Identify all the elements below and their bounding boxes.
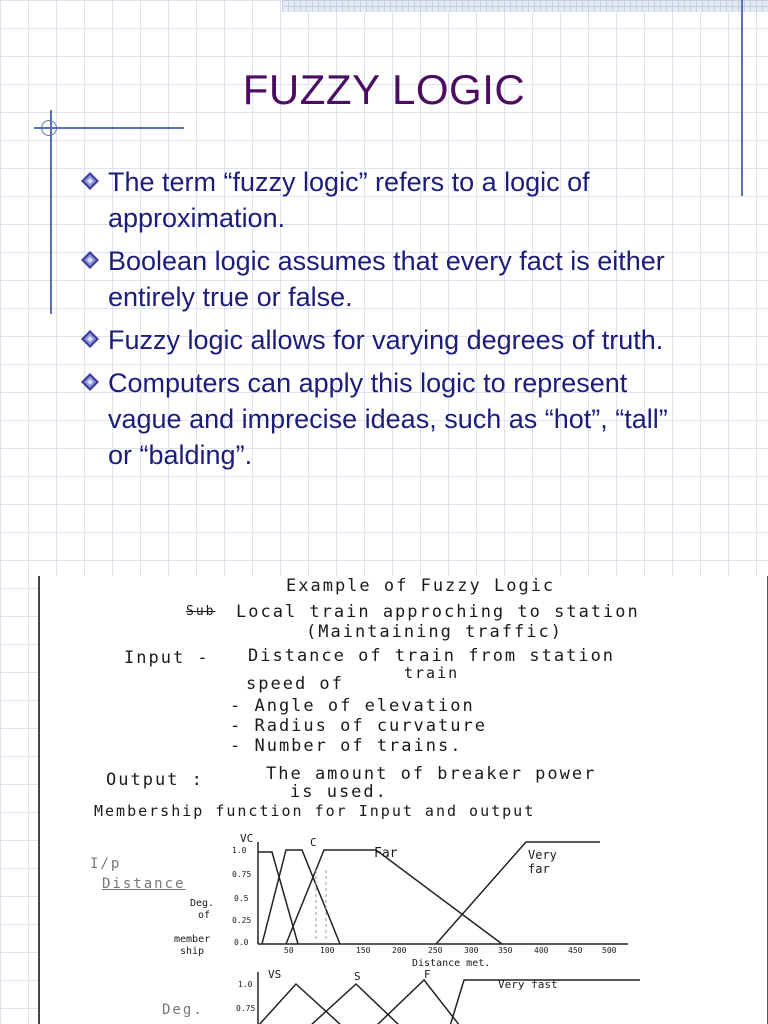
header-band xyxy=(282,0,768,12)
notes-struck-word: Sub xyxy=(186,604,216,619)
graph1-x-tick: 200 xyxy=(392,946,407,955)
graph1-membership-chart xyxy=(40,834,767,964)
graph1-y-tick: 1.0 xyxy=(232,846,247,855)
graph2-y-tick: 0.75 xyxy=(236,1004,256,1013)
graph2-set-label: S xyxy=(354,970,361,983)
decor-vertical-line-left xyxy=(50,110,52,314)
graph1-y-label: member xyxy=(174,934,211,945)
notes-output-text: The amount of breaker power xyxy=(266,764,597,784)
graph1-y-tick: 0.25 xyxy=(232,916,252,925)
notes-input-item: - Angle of elevation xyxy=(230,696,475,716)
notes-input-item: - Radius of curvature xyxy=(230,716,487,736)
graph1-x-tick: 150 xyxy=(356,946,371,955)
graph1-set-label: VC xyxy=(240,832,254,845)
bullet-text: Boolean logic assumes that every fact is either entirely true or false. xyxy=(108,246,665,312)
graph1-x-tick: 300 xyxy=(464,946,479,955)
diamond-bullet-icon xyxy=(80,250,100,270)
graph1-x-tick: 350 xyxy=(498,946,513,955)
graph1-set-label: Far xyxy=(374,846,398,861)
notes-input-line-1: Distance of train from station xyxy=(248,646,616,666)
notes-heading: Example of Fuzzy Logic xyxy=(286,576,556,596)
diamond-bullet-icon xyxy=(80,329,100,349)
graph1-y-tick: 0.5 xyxy=(234,894,249,903)
graph1-y-label: of xyxy=(198,910,211,921)
notes-membership: Membership function for Input and output xyxy=(94,802,536,820)
bullet-item xyxy=(78,164,698,236)
bullet-item xyxy=(78,322,698,358)
bullet-text: The term “fuzzy logic” refers to a logic of approximation. xyxy=(108,167,590,233)
bullet-item xyxy=(78,365,698,473)
graph1-set-label: Very far xyxy=(528,848,557,876)
graph2-y-label: Deg. xyxy=(162,1002,204,1018)
graph1-x-tick: 100 xyxy=(320,946,335,955)
graph1-x-tick: 400 xyxy=(534,946,549,955)
graph1-x-tick: 500 xyxy=(602,946,617,955)
graph1-side-label: Distance xyxy=(102,876,186,892)
graph2-membership-chart xyxy=(40,966,767,1024)
notes-input-line-2: speed of xyxy=(246,674,344,694)
graph1-y-label: Deg. xyxy=(190,898,215,909)
notes-output-text-2: is used. xyxy=(290,782,388,802)
notes-subheading-2: (Maintaining traffic) xyxy=(306,622,563,642)
graph1-y-tick: 0.0 xyxy=(234,938,249,947)
graph1-y-tick: 0.75 xyxy=(232,870,252,879)
graph2-set-label: F xyxy=(424,968,431,981)
diamond-bullet-icon xyxy=(80,171,100,191)
notes-input-item: - Number of trains. xyxy=(230,736,463,756)
notes-input-label: Input - xyxy=(124,648,210,668)
graph1-side-label-io: I/p xyxy=(90,856,122,872)
notes-input-line-2-word: train xyxy=(404,664,460,682)
slide-title: FUZZY LOGIC xyxy=(242,66,526,113)
graph2-set-label: Very fast xyxy=(498,978,558,991)
graph2-set-label: VS xyxy=(268,968,282,981)
bullet-item xyxy=(78,243,698,315)
diamond-bullet-icon xyxy=(80,372,100,392)
graph2-y-tick: 1.0 xyxy=(238,980,253,989)
bullet-list xyxy=(78,164,698,480)
graph1-x-title: Distance met. xyxy=(412,958,491,969)
graph1-x-tick: 50 xyxy=(284,946,294,955)
notes-subheading: Local train approching to station xyxy=(236,602,640,622)
decor-circle xyxy=(41,120,57,136)
graph1-y-label: ship xyxy=(180,946,205,957)
graph1-x-tick: 250 xyxy=(428,946,443,955)
graph1-set-label: C xyxy=(310,836,317,849)
graph1-x-tick: 450 xyxy=(568,946,583,955)
bullet-text: Computers can apply this logic to represent vague and imprecise ideas, such as “hot”, “tall” or “balding”. xyxy=(108,368,668,470)
handwritten-notes-image xyxy=(38,576,768,1024)
notes-output-label: Output : xyxy=(106,770,204,790)
bullet-text: Fuzzy logic allows for varying degrees of truth. xyxy=(108,325,664,355)
